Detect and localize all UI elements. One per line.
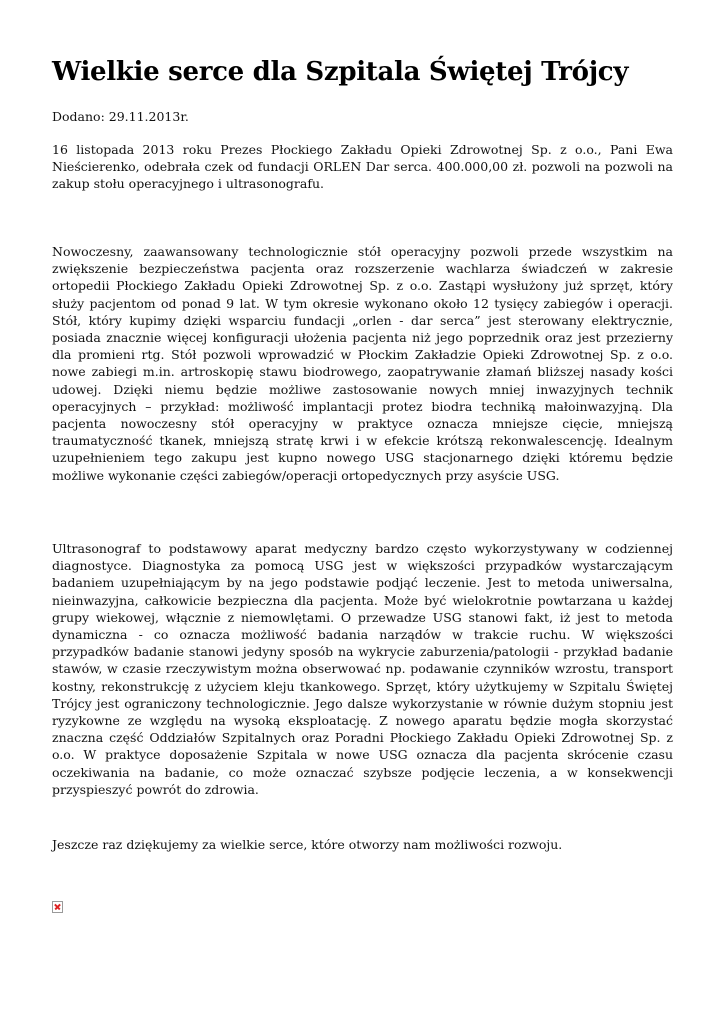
paragraph-ultrasound: Ultrasonograf to podstawowy aparat medyczny bardzo często wykorzystywany w codziennej diagnostyce. Diagnostyka za pomocą USG jest w większości przypadków wystarczającym badaniem uzupełniającym by na jego podstawie podjąć leczenie. Jest to metoda uniwersalna, nieinwazyjna, całkowicie bezpieczna dla pacjenta. Może być wielokrotnie powtarzana u każdej grupy wiekowej, włącznie z niemowlętami. O przewadze USG stanowi fakt, iż jest to metoda dynamiczna - co oznacza możliwość badania narządów w trakcie ruchu. W większości przypadków badanie stanowi jedyny sposób na wykrycie zaburzenia/patologii - przykład badanie stawów, w czasie rzeczywistym można obserwować np. podawanie czynników wzrostu, transport kostny, rekonstrukcję z użyciem kleju tkankowego. Sprzęt, który użytkujemy w Szpitalu Świętej Trójcy jest ograniczony technologicznie. Jego dalsze wykorzystanie w równie dużym stopniu jest ryzykowne ze względu na wysoką eksploatację. Z nowego aparatu będzie mogła skorzystać znaczna część Oddziałów Szpitalnych oraz Poradni Płockiego Zakładu Opieki Zdrowotnej Sp. z o.o. W praktyce doposażenie Szpitala w nowe USG oznacza dla pacjenta skrócenie czasu oczekiwania na badanie, co może oznaczać szybsze podjęcie leczenia, a w konsekwencji przyspieszyć powrót do zdrowia. xyxy=(52,541,673,797)
paragraph-intro: 16 listopada 2013 roku Prezes Płockiego Zakładu Opieki Zdrowotnej Sp. z o.o., Pani Ewa Nieścierenko, odebrała czek od fundacji ORLEN Dar serca. 400.000,00 zł. pozwoli na pozwoli na zakup stołu operacyjnego i ultrasonografu. xyxy=(52,142,673,192)
broken-image-icon xyxy=(52,901,63,913)
date-added: Dodano: 29.11.2013r. xyxy=(52,109,189,124)
paragraph-thanks: Jeszcze raz dziękujemy za wielkie serce, które otworzy nam możliwości rozwoju. xyxy=(52,837,563,852)
paragraph-operating-table: Nowoczesny, zaawansowany technologicznie stół operacyjny pozwoli przede wszystkim na zwiększenie bezpieczeństwa pacjenta oraz rozszerzenie wachlarza świadczeń w zakresie ortopedii Płockiego Zakładu Opieki Zdrowotnej Sp. z o.o. Zastąpi wysłużony już sprzęt, który służy pacjentom od ponad 9 lat. W tym okresie wykonano około 12 tysięcy zabiegów i operacji. Stół, który kupimy dzięki wsparciu fundacji „orlen - dar serca” jest sterowany elektrycznie, posiada znacznie więcej konfiguracji ułożenia pacjenta niż jego poprzednik oraz jest przezierny dla promieni rtg. Stół pozwoli wprowadzić w Płockim Zakładzie Opieki Zdrowotnej Sp. z o.o. nowe zabiegi m.in. artroskopię stawu biodrowego, zaopatrywanie złamań bliższej nasady kości udowej. Dzięki niemu będzie możliwe zastosowanie nowych mniej inwazyjnych technik operacyjnych – przykład: możliwość implantacji protez biodra techniką małoinwazyjną. Dla pacjenta nowoczesny stół operacyjny w praktyce oznacza mniejsze cięcie, mniejszą traumatyczność tkanek, mniejszą stratę krwi i w efekcie krótszą rekonwalescencję. Idealnym uzupełnieniem tego zakupu jest kupno nowego USG stacjonarnego dzięki któremu będzie możliwe wykonanie części zabiegów/operacji ortopedycznych przy asyście USG. xyxy=(52,244,673,483)
article-title: Wielkie serce dla Szpitala Świętej Trójcy xyxy=(52,57,629,87)
